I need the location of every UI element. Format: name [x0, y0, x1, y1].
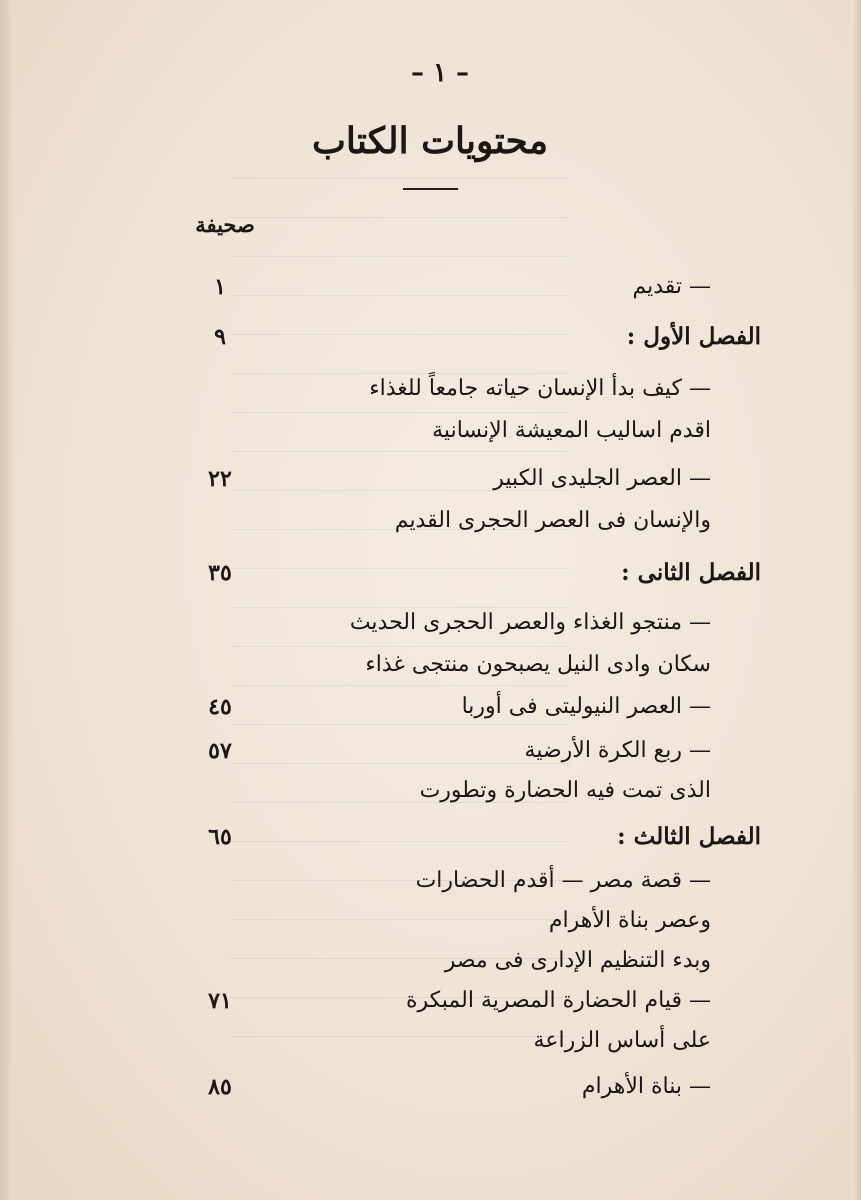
- toc-page-number: ١: [214, 274, 226, 300]
- chapter-heading: الفصل الثانى :: [621, 559, 761, 586]
- toc-entry-text: الذى تمت فيه الحضارة وتطورت: [419, 778, 711, 803]
- toc-entry-row: [0, 268, 861, 308]
- toc-entry-row: [0, 862, 861, 902]
- page-column-label: صحيفة: [195, 212, 255, 237]
- toc-entry-row: [0, 604, 861, 644]
- toc-page-number: ٣٥: [208, 560, 232, 586]
- toc-entry-row: [0, 982, 861, 1022]
- toc-entry-text: سكان وادى النيل يصبحون منتجى غذاء: [365, 652, 711, 677]
- toc-entry-text: — العصر الجليدى الكبير: [493, 466, 711, 491]
- toc-entry-text: على أساس الزراعة: [533, 1028, 711, 1053]
- toc-entry-row: [0, 902, 861, 942]
- toc-page-number: ٧١: [208, 988, 232, 1014]
- toc-entry-row: [0, 646, 861, 686]
- page-title: محتويات الكتاب: [312, 120, 548, 162]
- toc-page-number: ٦٥: [208, 824, 232, 850]
- toc-entry-text: — كيف بدأ الإنسان حياته جامعاً للغذاء: [369, 376, 711, 401]
- toc-page-number: ٨٥: [208, 1074, 232, 1100]
- toc-entry-row: [0, 370, 861, 410]
- toc-entry-row: [0, 412, 861, 452]
- toc-entry-text: — بناة الأهرام: [581, 1074, 711, 1099]
- toc-entry-text: — العصر النيوليتى فى أوربا: [461, 694, 711, 719]
- toc-entry-text: — منتجو الغذاء والعصر الحجرى الحديث: [349, 610, 711, 635]
- toc-entry-row: [0, 460, 861, 500]
- title-underline: [403, 188, 458, 190]
- toc-entry-text: وبدء التنظيم الإدارى فى مصر: [444, 948, 711, 973]
- toc-entry-row: [0, 1022, 861, 1062]
- toc-entry-text: والإنسان فى العصر الحجرى القديم: [394, 508, 711, 533]
- chapter-heading-row: [0, 318, 861, 358]
- toc-entry-text: اقدم اساليب المعيشة الإنسانية: [432, 418, 711, 443]
- toc-entry-text: — قيام الحضارة المصرية المبكرة: [405, 988, 711, 1013]
- toc-page-number: ٤٥: [208, 694, 232, 720]
- toc-entry-row: [0, 502, 861, 542]
- toc-entry-row: [0, 772, 861, 812]
- toc-entry-text: وعصر بناة الأهرام: [548, 908, 711, 933]
- toc-entry-text: — تقديم: [632, 274, 711, 299]
- toc-entry-row: [0, 942, 861, 982]
- chapter-heading-row: [0, 818, 861, 858]
- chapter-heading: الفصل الأول :: [626, 323, 761, 350]
- page-number-header: – ١ –: [410, 58, 470, 88]
- chapter-heading: الفصل الثالث :: [617, 823, 761, 850]
- toc-page-number: ٩: [214, 324, 226, 350]
- chapter-heading-row: [0, 554, 861, 594]
- toc-entry-row: [0, 1068, 861, 1108]
- toc-page-number: ٢٢: [208, 466, 232, 492]
- toc-entry-text: — ربع الكرة الأرضية: [524, 738, 711, 763]
- toc-entry-row: [0, 688, 861, 728]
- toc-entry-text: — قصة مصر — أقدم الحضارات: [415, 868, 711, 893]
- toc-entry-row: [0, 732, 861, 772]
- toc-page-number: ٥٧: [208, 738, 232, 764]
